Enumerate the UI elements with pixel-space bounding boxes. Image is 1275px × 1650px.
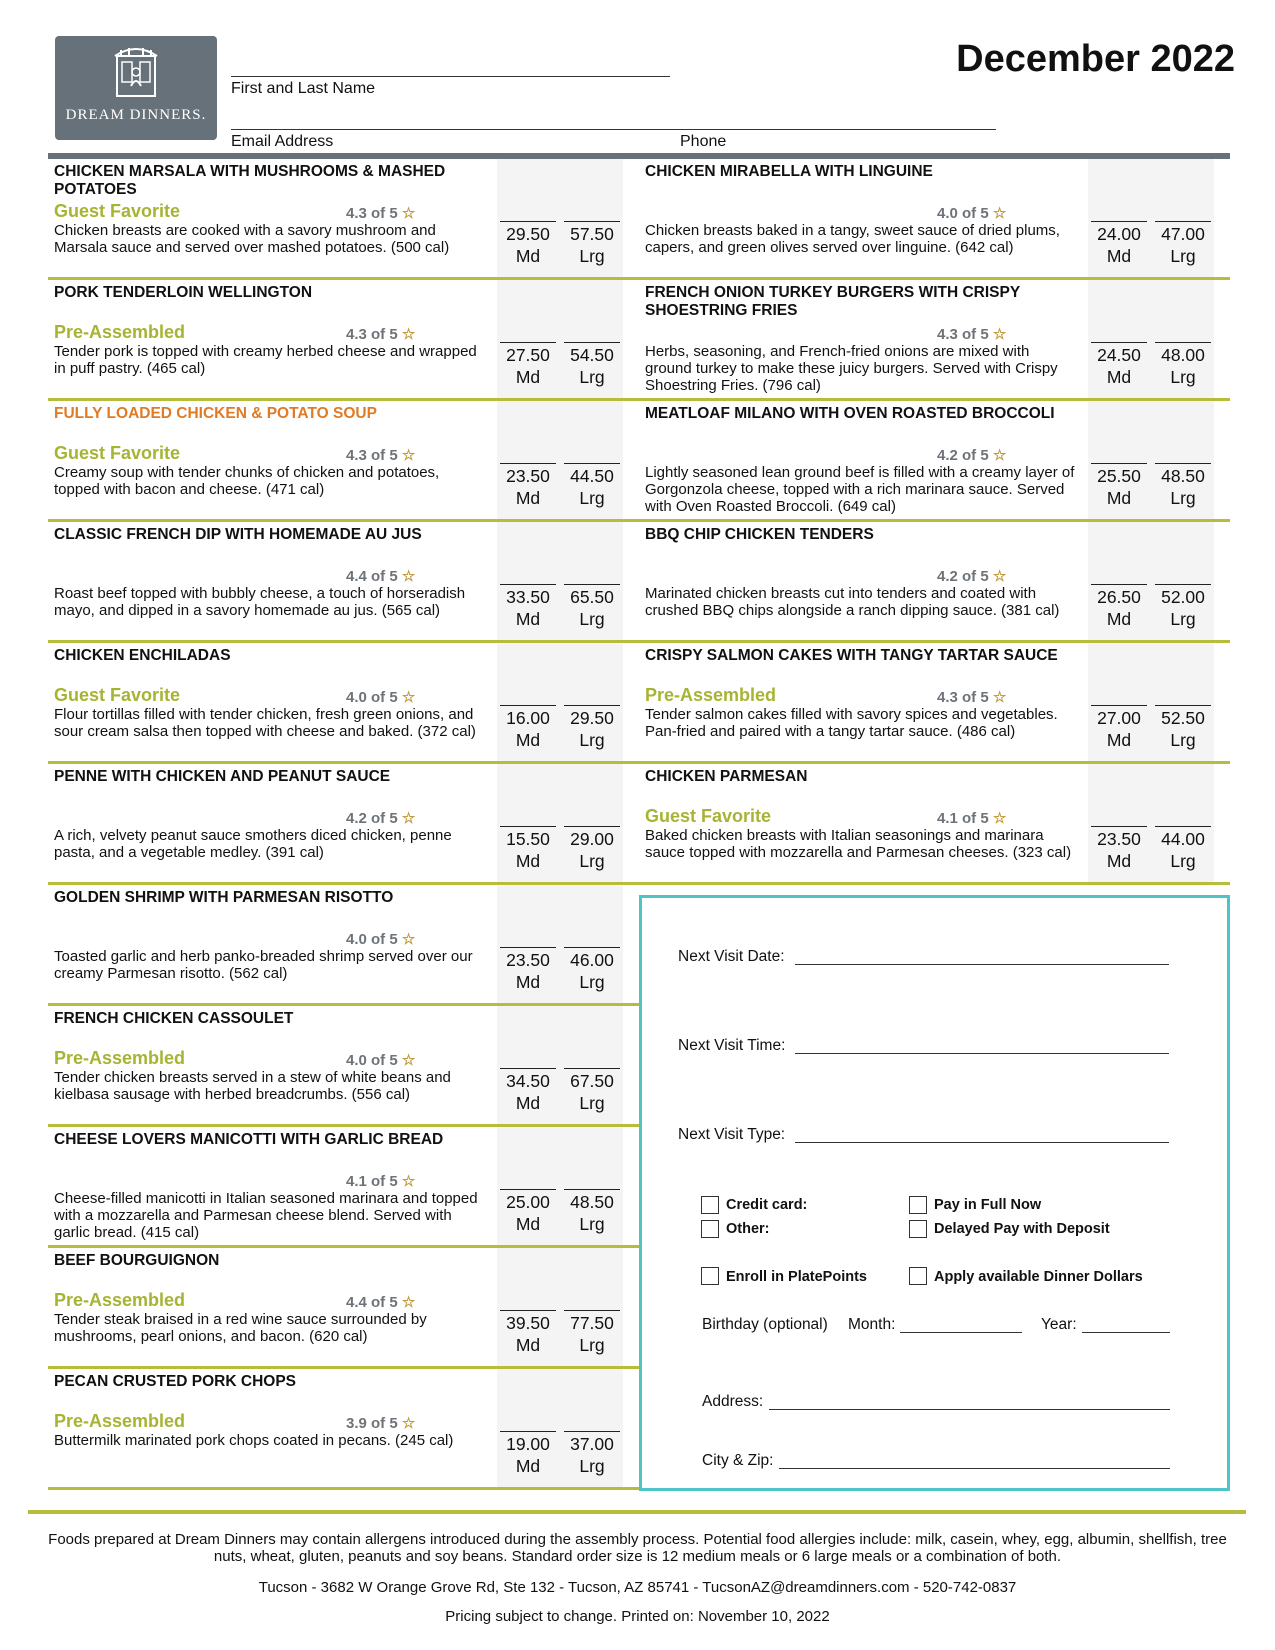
menu-item-name: CHICKEN MIRABELLA WITH LINGUINE	[645, 163, 933, 180]
large-price[interactable]	[564, 1431, 620, 1477]
medium-size-label: Md	[515, 1335, 541, 1355]
city-zip-label: City & Zip:	[702, 1452, 774, 1469]
menu-item	[48, 1006, 639, 1127]
birthday-label: Birthday (optional)	[702, 1316, 828, 1333]
menu-item-description: Flour tortillas filled with tender chicken, fresh green onions, and sour cream salsa then topped with cheese and baked. (372 cal)	[54, 706, 476, 740]
star-icon: ☆	[401, 1294, 416, 1311]
menu-item-name: FRENCH ONION TURKEY BURGERS WITH CRISPY SHOESTRING FRIES	[645, 284, 1020, 319]
name-label: First and Last Name	[231, 80, 376, 97]
price-box[interactable]	[497, 764, 623, 882]
large-price[interactable]	[1155, 342, 1211, 388]
large-price[interactable]	[564, 342, 620, 388]
footer-divider	[28, 1510, 1246, 1514]
large-price[interactable]	[564, 1310, 620, 1356]
menu-item-rating	[346, 809, 415, 827]
menu-item-tag: Pre-Assembled	[54, 322, 186, 342]
menu-item-description: Tender chicken breasts served in a stew of white beans and kielbasa sausage with herbed breadcrumbs. (556 cal)	[54, 1069, 451, 1103]
price-box[interactable]	[497, 1369, 623, 1487]
star-icon: ☆	[401, 205, 416, 222]
order-form	[639, 895, 1230, 1491]
menu-item-name: CHEESE LOVERS MANICOTTI WITH GARLIC BREAD	[54, 1131, 444, 1148]
price-box[interactable]	[497, 1006, 623, 1124]
star-icon: ☆	[992, 205, 1007, 222]
large-size-label: Lrg	[579, 609, 605, 629]
large-price-value: 47.00	[1161, 224, 1205, 244]
medium-price-value: 23.50	[1097, 829, 1141, 849]
dinner-dollars-checkbox[interactable]	[909, 1267, 927, 1285]
large-price[interactable]	[564, 705, 620, 751]
menu-item-description: Marinated chicken breasts cut into tenders and coated with crushed BBQ chips alongside a ranch dipping sauce. (381 cal)	[645, 585, 1060, 619]
rating-value: 4.1 of 5	[346, 1173, 398, 1190]
rating-value: 4.2 of 5	[937, 447, 989, 464]
medium-price[interactable]	[500, 1431, 556, 1477]
delayed-pay-checkbox[interactable]	[909, 1220, 927, 1238]
medium-price[interactable]	[500, 826, 556, 872]
pay-full-checkbox[interactable]	[909, 1196, 927, 1214]
medium-price-value: 23.50	[506, 950, 550, 970]
rating-value: 3.9 of 5	[346, 1415, 398, 1432]
rating-value: 4.1 of 5	[937, 810, 989, 827]
medium-price-value: 23.50	[506, 466, 550, 486]
dinner-dollars-label: Apply available Dinner Dollars	[934, 1269, 1143, 1285]
brand-name: DREAM DINNERS.	[65, 107, 207, 123]
large-price[interactable]	[1155, 463, 1211, 509]
phone-label: Phone	[680, 133, 727, 150]
menu-item-rating	[346, 325, 415, 343]
large-price-value: 48.00	[1161, 345, 1205, 365]
menu-item-tag: Pre-Assembled	[54, 1411, 186, 1431]
price-box[interactable]	[1088, 522, 1214, 640]
price-box[interactable]	[1088, 643, 1214, 761]
next-visit-date-field[interactable]	[795, 964, 1169, 965]
price-box[interactable]	[497, 280, 623, 398]
large-size-label: Lrg	[579, 972, 605, 992]
large-size-label: Lrg	[1170, 730, 1196, 750]
large-price[interactable]	[564, 221, 620, 267]
address-field[interactable]	[769, 1409, 1170, 1410]
price-box[interactable]	[1088, 764, 1214, 882]
large-price[interactable]	[1155, 826, 1211, 872]
large-size-label: Lrg	[1170, 488, 1196, 508]
page-title: December 2022	[956, 38, 1235, 80]
medium-price[interactable]	[500, 1189, 556, 1235]
credit-card-label: Credit card:	[726, 1197, 808, 1213]
star-icon: ☆	[401, 1415, 416, 1432]
menu-item-rating	[346, 1414, 415, 1432]
medium-price-value: 29.50	[506, 224, 550, 244]
large-price-value: 48.50	[570, 1192, 614, 1212]
menu-item-tag: Guest Favorite	[54, 685, 181, 705]
large-size-label: Lrg	[579, 1214, 605, 1234]
large-price-value: 77.50	[570, 1313, 614, 1333]
menu-item-description: Toasted garlic and herb panko-breaded shrimp served over our creamy Parmesan risotto. (562 cal)	[54, 948, 473, 982]
star-icon: ☆	[992, 689, 1007, 706]
menu-item	[48, 522, 639, 643]
large-size-label: Lrg	[579, 1335, 605, 1355]
large-price-value: 48.50	[1161, 466, 1205, 486]
medium-price-value: 24.50	[1097, 345, 1141, 365]
delayed-pay-label: Delayed Pay with Deposit	[934, 1221, 1110, 1237]
menu-item-description: Tender steak braised in a red wine sauce surrounded by mushrooms, pearl onions, and bacon. (620 cal)	[54, 1311, 427, 1345]
menu-item	[48, 401, 639, 522]
menu-item	[48, 1127, 639, 1248]
menu-item	[639, 643, 1230, 764]
large-size-label: Lrg	[1170, 367, 1196, 387]
large-price[interactable]	[1155, 221, 1211, 267]
medium-price[interactable]	[1091, 584, 1147, 630]
large-price-value: 67.50	[570, 1071, 614, 1091]
name-field-line[interactable]	[231, 76, 670, 77]
rating-value: 4.0 of 5	[937, 205, 989, 222]
large-price-value: 54.50	[570, 345, 614, 365]
menu-item-name: CHICKEN ENCHILADAS	[54, 647, 231, 664]
menu-item-rating	[346, 567, 415, 585]
next-visit-type-field[interactable]	[795, 1142, 1169, 1143]
star-icon: ☆	[992, 810, 1007, 827]
medium-size-label: Md	[1106, 488, 1132, 508]
price-box[interactable]	[497, 1127, 623, 1245]
large-price[interactable]	[1155, 584, 1211, 630]
medium-price[interactable]	[500, 1068, 556, 1114]
medium-size-label: Md	[515, 1093, 541, 1113]
medium-price-value: 27.00	[1097, 708, 1141, 728]
medium-price[interactable]	[1091, 342, 1147, 388]
star-icon: ☆	[401, 689, 416, 706]
birthday-month-field[interactable]	[900, 1332, 1022, 1333]
menu-item-description: Tender salmon cakes filled with savory spices and vegetables. Pan-fried and paired with a tangy tartar sauce. (486 cal)	[645, 706, 1058, 740]
credit-card-checkbox[interactable]	[701, 1196, 719, 1214]
menu-item-rating	[937, 567, 1006, 585]
large-size-label: Lrg	[1170, 246, 1196, 266]
large-size-label: Lrg	[579, 1093, 605, 1113]
star-icon: ☆	[992, 326, 1007, 343]
menu-item	[639, 764, 1230, 885]
medium-price[interactable]	[1091, 463, 1147, 509]
menu-item-tag: Guest Favorite	[54, 201, 181, 221]
large-size-label: Lrg	[579, 246, 605, 266]
email-phone-field-line[interactable]	[231, 129, 996, 130]
large-price-value: 44.00	[1161, 829, 1205, 849]
large-price-value: 52.50	[1161, 708, 1205, 728]
price-box[interactable]	[1088, 401, 1214, 519]
medium-price[interactable]	[1091, 221, 1147, 267]
menu-item-name: PENNE WITH CHICKEN AND PEANUT SAUCE	[54, 768, 391, 785]
price-box[interactable]	[497, 1248, 623, 1366]
large-size-label: Lrg	[579, 1456, 605, 1476]
enroll-platepoints-checkbox[interactable]	[701, 1267, 719, 1285]
rating-value: 4.0 of 5	[346, 1052, 398, 1069]
medium-size-label: Md	[1106, 609, 1132, 629]
medium-size-label: Md	[515, 1456, 541, 1476]
menu-item-description: Herbs, seasoning, and French-fried onions are mixed with ground turkey to make these juicy burgers. Served with Crispy Shoestring Fries. (796 cal)	[645, 343, 1058, 394]
medium-price-value: 34.50	[506, 1071, 550, 1091]
menu-item-name: FRENCH CHICKEN CASSOULET	[54, 1010, 294, 1027]
rating-value: 4.3 of 5	[346, 447, 398, 464]
medium-price-value: 24.00	[1097, 224, 1141, 244]
rating-value: 4.3 of 5	[937, 689, 989, 706]
storefront-icon	[109, 46, 163, 98]
medium-size-label: Md	[515, 972, 541, 992]
medium-price-value: 27.50	[506, 345, 550, 365]
menu-item	[639, 280, 1230, 401]
menu-item-rating	[346, 1051, 415, 1069]
menu-item-rating	[346, 930, 415, 948]
medium-size-label: Md	[515, 1214, 541, 1234]
medium-price[interactable]	[500, 221, 556, 267]
menu-item-rating	[346, 1293, 415, 1311]
menu-item-tag: Guest Favorite	[645, 806, 772, 826]
medium-price-value: 19.00	[506, 1434, 550, 1454]
large-price[interactable]	[564, 1189, 620, 1235]
brand-logo	[55, 36, 217, 140]
menu-item-tag: Pre-Assembled	[54, 1290, 186, 1310]
menu-item-tag: Pre-Assembled	[645, 685, 777, 705]
large-price-value: 29.50	[570, 708, 614, 728]
medium-price[interactable]	[500, 1310, 556, 1356]
menu-item-rating	[346, 1172, 415, 1190]
star-icon: ☆	[401, 931, 416, 948]
birthday-month-label: Month:	[848, 1316, 896, 1333]
birthday-year-field[interactable]	[1082, 1332, 1170, 1333]
medium-size-label: Md	[1106, 851, 1132, 871]
menu-item-description: Chicken breasts are cooked with a savory mushroom and Marsala sauce and served over mashed potatoes. (500 cal)	[54, 222, 450, 256]
medium-size-label: Md	[515, 246, 541, 266]
menu-item	[639, 159, 1230, 280]
medium-price[interactable]	[500, 705, 556, 751]
medium-size-label: Md	[515, 367, 541, 387]
menu-item	[639, 522, 1230, 643]
menu-item-rating	[346, 446, 415, 464]
rating-value: 4.2 of 5	[346, 810, 398, 827]
menu-item-name: BEEF BOURGUIGNON	[54, 1252, 220, 1269]
large-price-value: 46.00	[570, 950, 614, 970]
menu-item-rating	[346, 688, 415, 706]
large-price-value: 52.00	[1161, 587, 1205, 607]
large-price[interactable]	[1155, 705, 1211, 751]
city-zip-field[interactable]	[779, 1468, 1170, 1469]
next-visit-date-label: Next Visit Date:	[678, 948, 785, 965]
large-price[interactable]	[564, 584, 620, 630]
large-price[interactable]	[564, 826, 620, 872]
large-price-value: 57.50	[570, 224, 614, 244]
rating-value: 4.0 of 5	[346, 931, 398, 948]
rating-value: 4.3 of 5	[346, 326, 398, 343]
print-date: Pricing subject to change. Printed on: November 10, 2022	[445, 1608, 830, 1625]
other-checkbox[interactable]	[701, 1220, 719, 1238]
large-size-label: Lrg	[579, 367, 605, 387]
large-size-label: Lrg	[579, 851, 605, 871]
large-price-value: 65.50	[570, 587, 614, 607]
menu-item-name: CHICKEN PARMESAN	[645, 768, 808, 785]
birthday-year-label: Year:	[1041, 1316, 1077, 1333]
menu-item-rating	[937, 204, 1006, 222]
menu-item	[48, 643, 639, 764]
medium-price-value: 33.50	[506, 587, 550, 607]
medium-price-value: 39.50	[506, 1313, 550, 1333]
menu-item-name: CHICKEN MARSALA WITH MUSHROOMS & MASHED POTATOES	[54, 163, 446, 198]
menu-item-rating	[937, 688, 1006, 706]
large-price-value: 29.00	[570, 829, 614, 849]
medium-size-label: Md	[515, 730, 541, 750]
menu-item-description: Lightly seasoned lean ground beef is filled with a creamy layer of Gorgonzola cheese, topped with a rich marinara sauce. Served with Oven Roasted Broccoli. (649 cal)	[645, 464, 1075, 515]
enroll-platepoints-label: Enroll in PlatePoints	[726, 1269, 867, 1285]
menu-item-description: Creamy soup with tender chunks of chicken and potatoes, topped with bacon and cheese. (471 cal)	[54, 464, 440, 498]
medium-size-label: Md	[515, 609, 541, 629]
medium-price[interactable]	[1091, 826, 1147, 872]
medium-price-value: 26.50	[1097, 587, 1141, 607]
medium-price-value: 15.50	[506, 829, 550, 849]
pay-full-label: Pay in Full Now	[934, 1197, 1042, 1213]
medium-price-value: 25.00	[506, 1192, 550, 1212]
large-size-label: Lrg	[579, 488, 605, 508]
large-size-label: Lrg	[579, 730, 605, 750]
menu-item-description: Tender pork is topped with creamy herbed cheese and wrapped in puff pastry. (465 cal)	[54, 343, 477, 377]
medium-size-label: Md	[515, 488, 541, 508]
medium-price[interactable]	[500, 947, 556, 993]
allergen-notice: Foods prepared at Dream Dinners may contain allergens introduced during the assembly process. Potential food allergies include: milk, casein, whey, egg, albumin, shellfish, tree nuts, wheat, gluten, peanuts and soy beans. Standard order size is 12 medium meals or 6 large meals or a combination of both.	[48, 1531, 1227, 1565]
store-address: Tucson - 3682 W Orange Grove Rd, Ste 132 - Tucson, AZ 85741 - TucsonAZ@dreamdinners.com - 520-742-0837	[258, 1579, 1017, 1596]
menu-item-name: GOLDEN SHRIMP WITH PARMESAN RISOTTO	[54, 889, 394, 906]
medium-price-value: 16.00	[506, 708, 550, 728]
medium-price[interactable]	[500, 342, 556, 388]
menu-item	[48, 764, 639, 885]
star-icon: ☆	[401, 810, 416, 827]
medium-price-value: 25.50	[1097, 466, 1141, 486]
large-size-label: Lrg	[1170, 609, 1196, 629]
large-price[interactable]	[564, 1068, 620, 1114]
large-size-label: Lrg	[1170, 851, 1196, 871]
medium-size-label: Md	[1106, 246, 1132, 266]
menu-item	[639, 401, 1230, 522]
price-box[interactable]	[497, 522, 623, 640]
menu-item-tag: Pre-Assembled	[54, 1048, 186, 1068]
menu-item-name: PORK TENDERLOIN WELLINGTON	[54, 284, 313, 301]
next-visit-type-label: Next Visit Type:	[678, 1126, 786, 1143]
star-icon: ☆	[992, 447, 1007, 464]
menu-item-description: Roast beef topped with bubbly cheese, a touch of horseradish mayo, and dipped in a savory homemade au jus. (565 cal)	[54, 585, 466, 619]
rating-value: 4.2 of 5	[937, 568, 989, 585]
next-visit-time-label: Next Visit Time:	[678, 1037, 786, 1054]
rating-value: 4.3 of 5	[937, 326, 989, 343]
price-box[interactable]	[497, 401, 623, 519]
menu-item	[48, 1369, 639, 1490]
star-icon: ☆	[401, 1052, 416, 1069]
menu-item-description: Baked chicken breasts with Italian seasonings and marinara sauce topped with mozzarella and Parmesan cheeses. (323 cal)	[645, 827, 1072, 861]
rating-value: 4.0 of 5	[346, 689, 398, 706]
medium-size-label: Md	[1106, 367, 1132, 387]
other-label: Other:	[726, 1221, 770, 1237]
menu-item-description: Cheese-filled manicotti in Italian seasoned marinara and topped with a mozzarella and Parmesan cheese blend. Served with garlic bread. (415 cal)	[54, 1190, 478, 1241]
menu-item-description: Buttermilk marinated pork chops coated in pecans. (245 cal)	[54, 1432, 454, 1449]
price-box[interactable]	[497, 643, 623, 761]
menu-item	[48, 159, 639, 280]
medium-price[interactable]	[500, 584, 556, 630]
large-price-value: 37.00	[570, 1434, 614, 1454]
large-price-value: 44.50	[570, 466, 614, 486]
medium-price[interactable]	[1091, 705, 1147, 751]
large-price[interactable]	[564, 463, 620, 509]
menu-item-name: MEATLOAF MILANO WITH OVEN ROASTED BROCCOLI	[645, 405, 1055, 422]
medium-size-label: Md	[515, 851, 541, 871]
price-box[interactable]	[497, 159, 623, 277]
star-icon: ☆	[992, 568, 1007, 585]
next-visit-time-field[interactable]	[795, 1053, 1169, 1054]
email-label: Email Address	[231, 133, 334, 150]
menu-item-rating	[937, 446, 1006, 464]
menu-item	[48, 885, 639, 1006]
menu-item-name: CLASSIC FRENCH DIP WITH HOMEMADE AU JUS	[54, 526, 422, 543]
rating-value: 4.4 of 5	[346, 568, 398, 585]
medium-size-label: Md	[1106, 730, 1132, 750]
star-icon: ☆	[401, 447, 416, 464]
star-icon: ☆	[401, 1173, 416, 1190]
price-box[interactable]	[1088, 280, 1214, 398]
menu-item	[48, 280, 639, 401]
menu-item	[48, 1248, 639, 1369]
price-box[interactable]	[497, 885, 623, 1003]
address-label: Address:	[702, 1393, 764, 1410]
menu-item-rating	[937, 325, 1006, 343]
large-price[interactable]	[564, 947, 620, 993]
star-icon: ☆	[401, 568, 416, 585]
menu-item-description: A rich, velvety peanut sauce smothers diced chicken, penne pasta, and a vegetable medley. (391 cal)	[54, 827, 452, 861]
menu-item-name: BBQ CHIP CHICKEN TENDERS	[645, 526, 874, 543]
menu-item-tag: Guest Favorite	[54, 443, 181, 463]
price-box[interactable]	[1088, 159, 1214, 277]
menu-item-name: FULLY LOADED CHICKEN & POTATO SOUP	[54, 405, 377, 422]
menu-item-name: PECAN CRUSTED PORK CHOPS	[54, 1373, 296, 1390]
menu-item-description: Chicken breasts baked in a tangy, sweet sauce of dried plums, capers, and green olives served over linguine. (642 cal)	[645, 222, 1060, 256]
menu-item-rating	[937, 809, 1006, 827]
menu-item-rating	[346, 204, 415, 222]
rating-value: 4.4 of 5	[346, 1294, 398, 1311]
rating-value: 4.3 of 5	[346, 205, 398, 222]
medium-price[interactable]	[500, 463, 556, 509]
star-icon: ☆	[401, 326, 416, 343]
menu-item-name: CRISPY SALMON CAKES WITH TANGY TARTAR SAUCE	[645, 647, 1058, 664]
